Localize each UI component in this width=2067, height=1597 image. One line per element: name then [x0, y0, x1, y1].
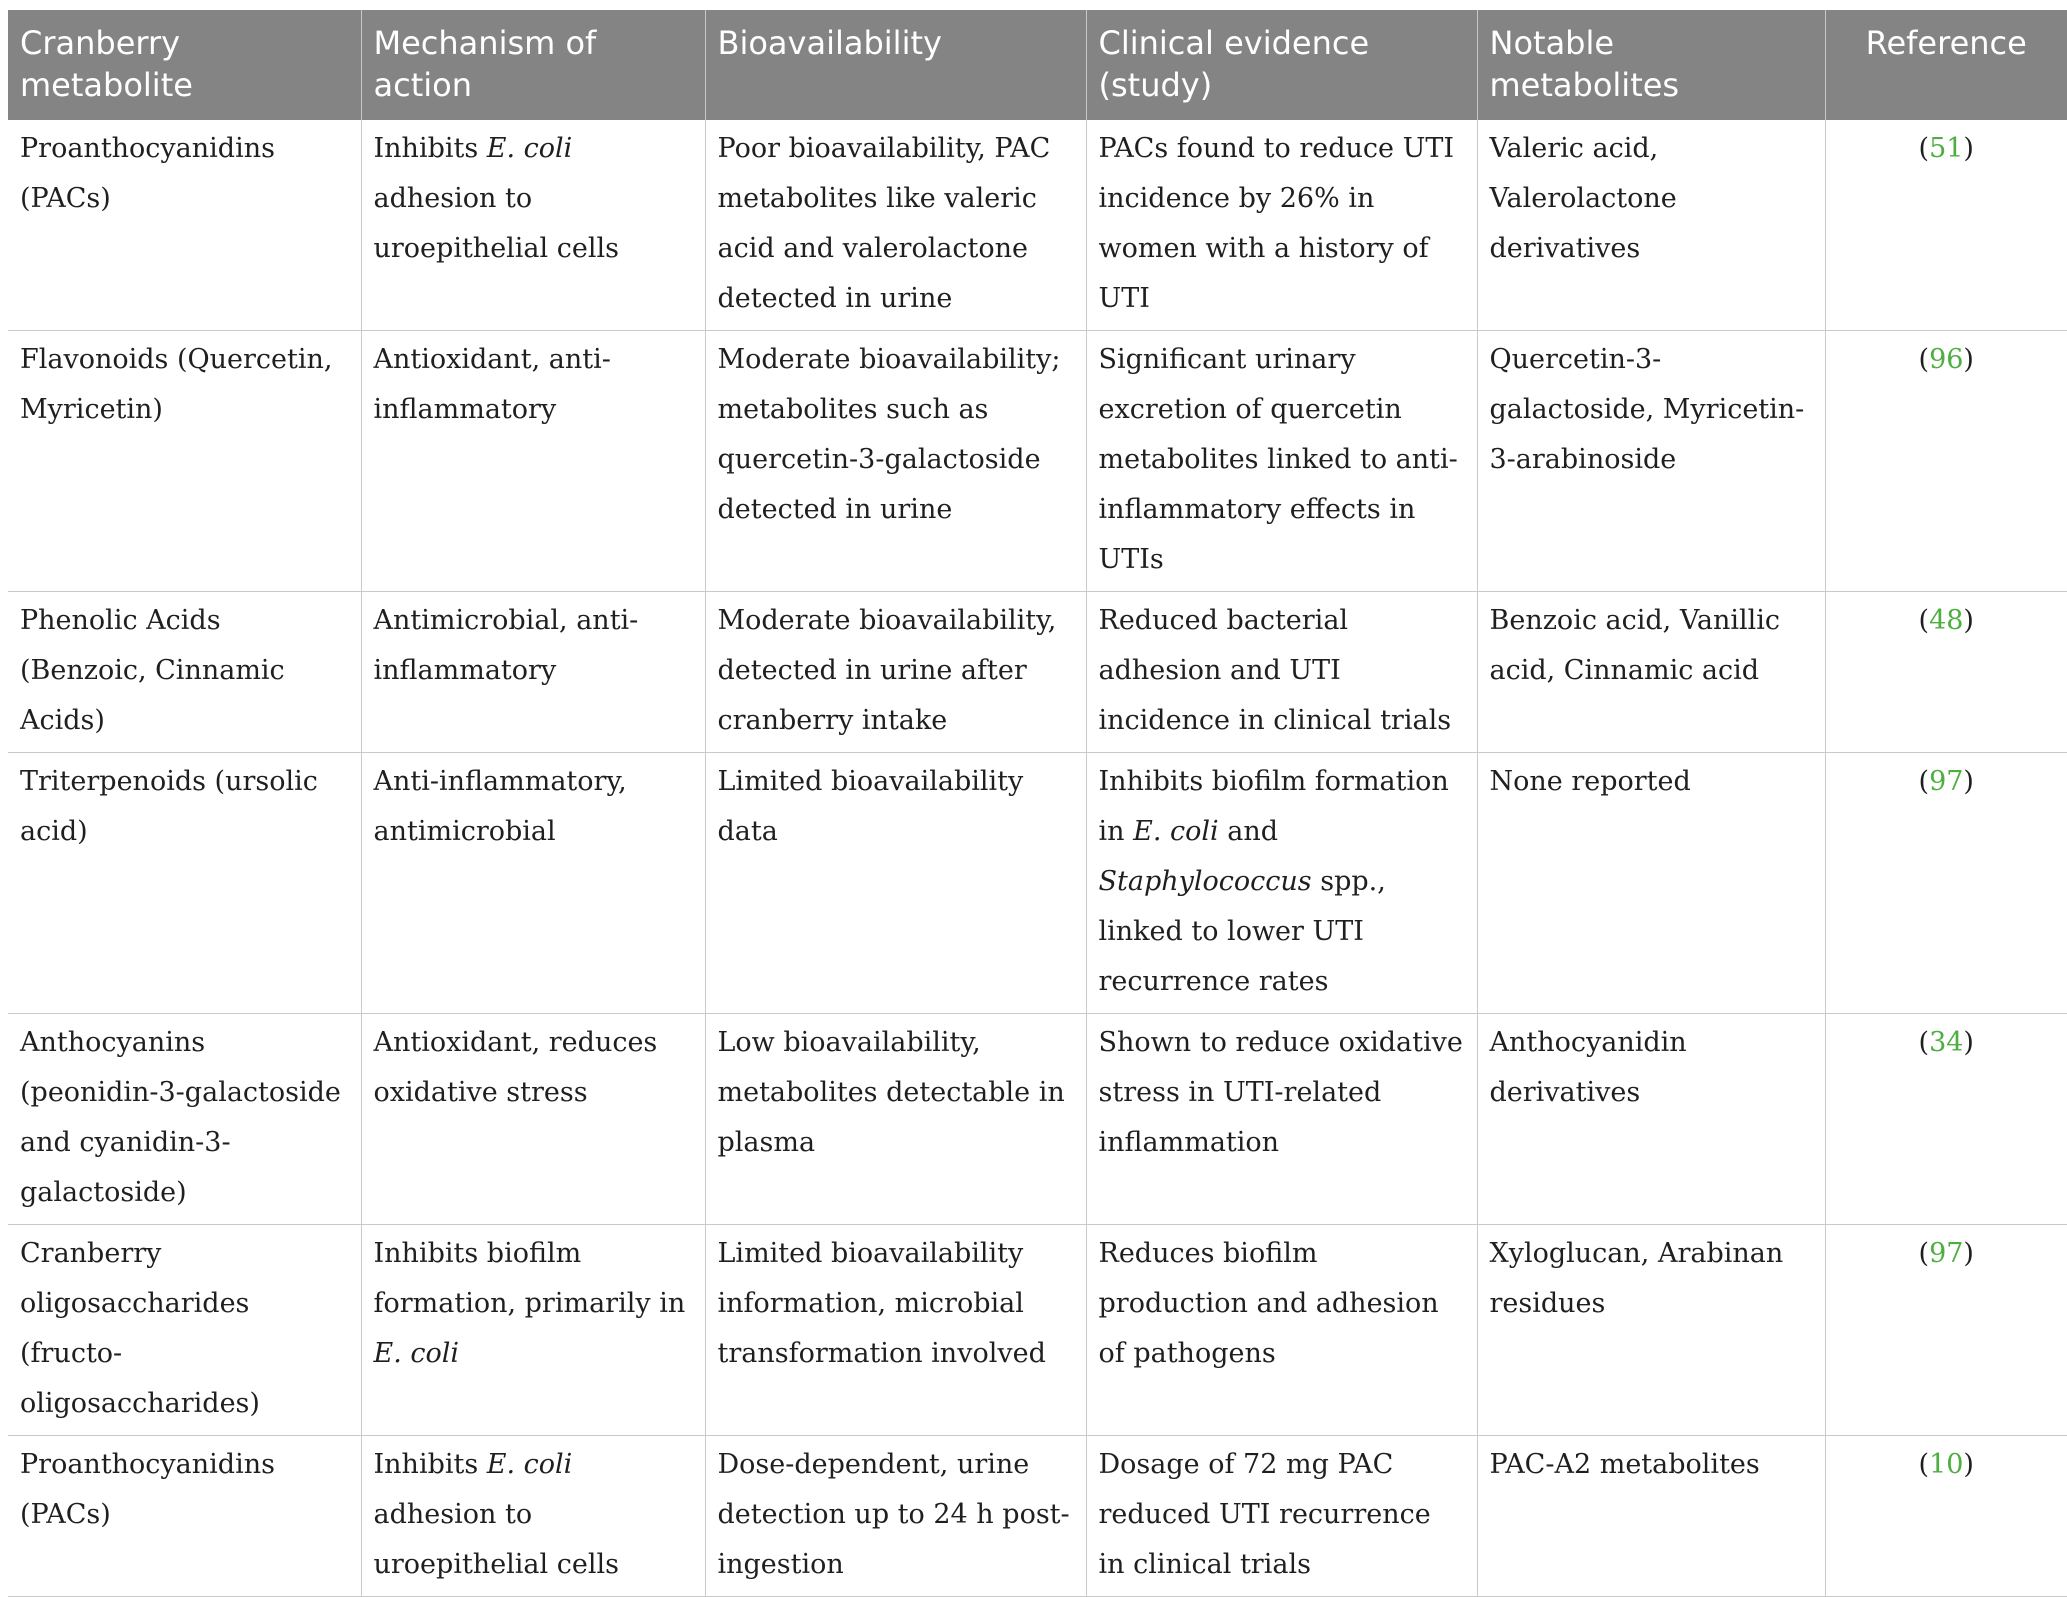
- italic-term: E. coli: [373, 1338, 460, 1369]
- cell-notable-metabolites: Anthocyanidin derivatives: [1477, 1014, 1825, 1225]
- cell-bioavailability: Moderate bioavailability, detected in urine after cranberry intake: [705, 592, 1086, 753]
- table-container: [8, 10, 2067, 1597]
- cell-bioavailability: Low bioavailability, metabolites detectable in plasma: [705, 1014, 1086, 1225]
- italic-term: E. coli: [1133, 816, 1219, 847]
- cell-metabolite: Cranberry oligosaccharides (fructo-oligosaccharides): [8, 1225, 361, 1436]
- cell-bioavailability: Dose-dependent, urine detection up to 24 h post-ingestion: [705, 1436, 1086, 1597]
- cell-metabolite: Flavonoids (Quercetin, Myricetin): [8, 331, 361, 592]
- table-row: [8, 753, 2067, 1014]
- cell-reference: (96): [1825, 331, 2067, 592]
- reference-link[interactable]: 96: [1929, 344, 1964, 375]
- cell-mechanism: Anti-inflammatory, antimicrobial: [361, 753, 705, 1014]
- cell-mechanism: [361, 120, 705, 331]
- cell-clinical-evidence: Shown to reduce oxidative stress in UTI-related inflammation: [1086, 1014, 1477, 1225]
- text-part: Inhibits: [373, 133, 487, 164]
- cell-notable-metabolites: Valeric acid, Valerolactone derivatives: [1477, 120, 1825, 331]
- header-notable-metabolites: Notable metabolites: [1477, 10, 1825, 120]
- header-clinical-evidence: Clinical evidence (study): [1086, 10, 1477, 120]
- cell-metabolite: Proanthocyanidins (PACs): [8, 1436, 361, 1597]
- cell-reference: (97): [1825, 753, 2067, 1014]
- reference-link[interactable]: 34: [1929, 1027, 1964, 1058]
- cell-notable-metabolites: Benzoic acid, Vanillic acid, Cinnamic acid: [1477, 592, 1825, 753]
- text-part: spp., linked to lower UTI recurrence rates: [1098, 866, 1386, 997]
- cell-notable-metabolites: PAC-A2 metabolites: [1477, 1436, 1825, 1597]
- cell-clinical-evidence: [1086, 753, 1477, 1014]
- table-row: [8, 592, 2067, 753]
- text-part: adhesion to uroepithelial cells: [373, 183, 619, 264]
- cell-reference: (97): [1825, 1225, 2067, 1436]
- reference-link[interactable]: 97: [1929, 1238, 1964, 1269]
- cell-reference: (34): [1825, 1014, 2067, 1225]
- table-row: [8, 1225, 2067, 1436]
- reference-link[interactable]: 10: [1929, 1449, 1964, 1480]
- header-metabolite: Cranberry metabolite: [8, 10, 361, 120]
- cell-bioavailability: Limited bioavailability information, microbial transformation involved: [705, 1225, 1086, 1436]
- cell-clinical-evidence: Reduced bacterial adhesion and UTI incidence in clinical trials: [1086, 592, 1477, 753]
- cell-bioavailability: Moderate bioavailability; metabolites such as quercetin-3-galactoside detected in urine: [705, 331, 1086, 592]
- reference-link[interactable]: 48: [1929, 605, 1964, 636]
- text-part: Inhibits: [373, 1449, 487, 1480]
- cell-mechanism: Antioxidant, reduces oxidative stress: [361, 1014, 705, 1225]
- header-mechanism: Mechanism of action: [361, 10, 705, 120]
- cell-metabolite: Phenolic Acids (Benzoic, Cinnamic Acids): [8, 592, 361, 753]
- table-row: [8, 120, 2067, 331]
- text-part: adhesion to uroepithelial cells: [373, 1499, 619, 1580]
- cell-metabolite: Triterpenoids (ursolic acid): [8, 753, 361, 1014]
- cell-clinical-evidence: Significant urinary excretion of quercetin metabolites linked to anti-inflammatory effects in UTIs: [1086, 331, 1477, 592]
- metabolite-table: [8, 10, 2067, 1597]
- cell-notable-metabolites: Xyloglucan, Arabinan residues: [1477, 1225, 1825, 1436]
- text-part: Inhibits biofilm formation, primarily in: [373, 1238, 686, 1319]
- cell-bioavailability: Poor bioavailability, PAC metabolites like valeric acid and valerolactone detected in urine: [705, 120, 1086, 331]
- table-row: [8, 1436, 2067, 1597]
- text-part: Inhibits biofilm formation in: [1098, 766, 1449, 847]
- table-row: [8, 331, 2067, 592]
- cell-reference: (51): [1825, 120, 2067, 331]
- cell-clinical-evidence: Reduces biofilm production and adhesion of pathogens: [1086, 1225, 1477, 1436]
- cell-notable-metabolites: None reported: [1477, 753, 1825, 1014]
- cell-clinical-evidence: PACs found to reduce UTI incidence by 26% in women with a history of UTI: [1086, 120, 1477, 331]
- cell-metabolite: Proanthocyanidins (PACs): [8, 120, 361, 331]
- cell-reference: (10): [1825, 1436, 2067, 1597]
- italic-term: E. coli: [486, 1449, 573, 1480]
- table-row: [8, 1014, 2067, 1225]
- header-row: [8, 10, 2067, 120]
- cell-reference: (48): [1825, 592, 2067, 753]
- cell-mechanism: [361, 1436, 705, 1597]
- header-bioavailability: Bioavailability: [705, 10, 1086, 120]
- italic-term: E. coli: [486, 133, 573, 164]
- header-reference: Reference: [1825, 10, 2067, 120]
- cell-mechanism: Antioxidant, anti-inflammatory: [361, 331, 705, 592]
- cell-bioavailability: Limited bioavailability data: [705, 753, 1086, 1014]
- cell-mechanism: Antimicrobial, anti-inflammatory: [361, 592, 705, 753]
- text-part: and: [1218, 816, 1278, 847]
- cell-notable-metabolites: Quercetin-3-galactoside, Myricetin-3-arabinoside: [1477, 331, 1825, 592]
- italic-term: Staphylococcus: [1098, 866, 1312, 897]
- cell-metabolite: Anthocyanins (peonidin-3-galactoside and cyanidin-3-galactoside): [8, 1014, 361, 1225]
- cell-clinical-evidence: Dosage of 72 mg PAC reduced UTI recurrence in clinical trials: [1086, 1436, 1477, 1597]
- reference-link[interactable]: 51: [1929, 133, 1964, 164]
- reference-link[interactable]: 97: [1929, 766, 1964, 797]
- cell-mechanism: [361, 1225, 705, 1436]
